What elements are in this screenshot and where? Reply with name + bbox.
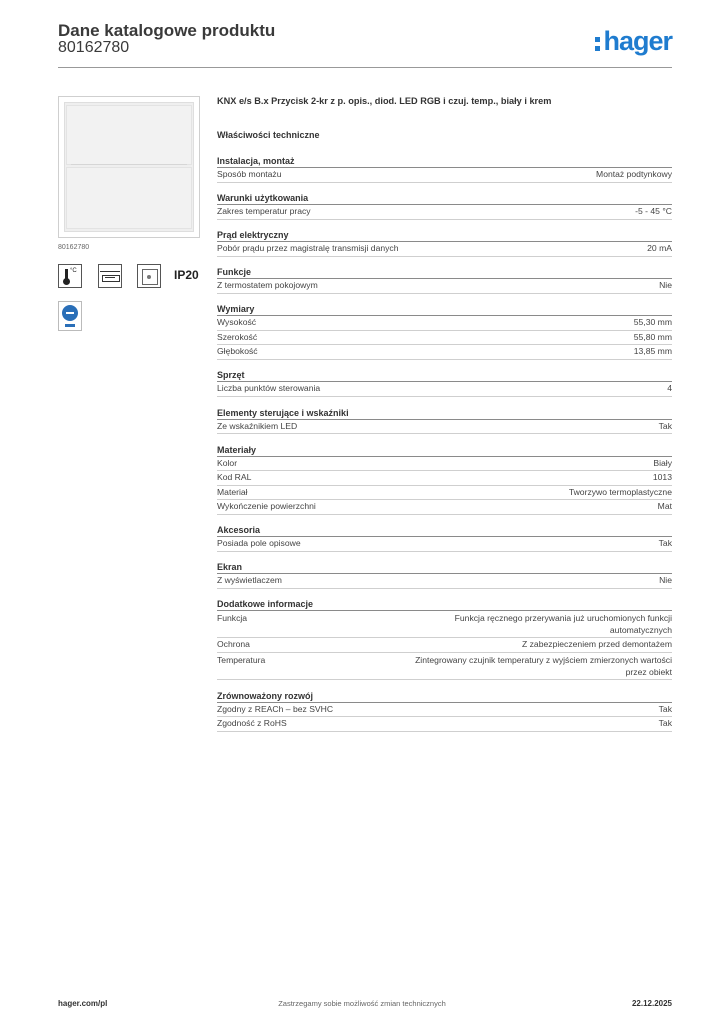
spec-row	[217, 242, 672, 257]
spec-value: Nie	[659, 575, 672, 586]
header-divider	[58, 67, 672, 68]
thermometer-celsius-icon: °C	[58, 264, 82, 288]
section-title: Dodatkowe informacje	[217, 598, 672, 611]
spec-section	[217, 303, 672, 360]
spec-value: -5 - 45 °C	[635, 206, 672, 217]
spec-value: 13,85 mm	[633, 346, 672, 357]
spec-row	[217, 611, 672, 638]
spec-value: Tworzywo termoplastyczne	[568, 486, 672, 497]
spec-value: 20 mA	[647, 243, 672, 254]
spec-section	[217, 192, 672, 220]
spec-row	[217, 703, 672, 718]
spec-label: Temperatura	[217, 654, 266, 665]
logo-text: hager	[603, 26, 672, 56]
image-caption: 80162780	[58, 244, 90, 251]
section-title: Elementy sterujące i wskaźniki	[217, 407, 672, 420]
sensor-icon	[137, 264, 161, 288]
spec-value: 1013	[652, 472, 672, 483]
section-title: Wymiary	[217, 303, 672, 316]
spec-label: Zakres temperatur pracy	[217, 206, 311, 217]
section-title: Funkcje	[217, 266, 672, 279]
spec-value: Biały	[653, 457, 672, 468]
spec-row	[217, 382, 672, 397]
spec-label: Zgodny z REACh – bez SVHC	[217, 703, 334, 714]
spec-section	[217, 266, 672, 294]
spec-section	[217, 524, 672, 552]
spec-value: Tak	[658, 538, 672, 549]
section-title: Materiały	[217, 444, 672, 457]
spec-value: Mat	[657, 501, 672, 512]
spec-value: Montaż podtynkowy	[596, 169, 672, 179]
spec-row	[217, 331, 672, 346]
spec-label: Materiał	[217, 486, 248, 497]
section-title: Ekran	[217, 561, 672, 574]
section-title: Prąd elektryczny	[217, 229, 672, 242]
spec-section	[217, 598, 672, 680]
spec-label: Ze wskaźnikiem LED	[217, 420, 298, 431]
spec-label: Funkcja	[217, 613, 248, 624]
spec-row	[217, 638, 672, 653]
spec-section	[217, 155, 672, 183]
spec-label: Z wyświetlaczem	[217, 575, 282, 586]
spec-section	[217, 229, 672, 257]
hager-logo	[595, 26, 672, 57]
spec-section	[217, 407, 672, 435]
spec-row	[217, 168, 672, 183]
spec-label: Wysokość	[217, 317, 257, 328]
spec-label: Szerokość	[217, 331, 258, 342]
spec-row	[217, 537, 672, 552]
spec-value: 4	[667, 383, 672, 394]
spec-row	[217, 205, 672, 220]
spec-row	[217, 574, 672, 589]
spec-row	[217, 279, 672, 294]
footer-date: 22.12.2025	[631, 999, 672, 1008]
spec-row	[217, 500, 672, 515]
product-image	[58, 96, 200, 238]
knx-icon	[58, 301, 82, 331]
footer-website[interactable]: hager.com/pl	[58, 999, 108, 1008]
logo-dots-icon	[595, 37, 600, 51]
spec-value: Tak	[658, 703, 672, 714]
section-title: Sprzęt	[217, 369, 672, 382]
product-code: 80162780	[58, 39, 130, 56]
section-title: Warunki użytkowania	[217, 192, 672, 205]
flush-mounting-icon	[98, 264, 122, 288]
spec-value: Z zabezpieczeniem przed demontażem	[522, 639, 672, 650]
spec-label: Kod RAL	[217, 472, 252, 483]
spec-label: Liczba punktów sterowania	[217, 383, 321, 394]
spec-section	[217, 561, 672, 589]
spec-row	[217, 316, 672, 331]
spec-section	[217, 690, 672, 732]
footer-notice: Zastrzegamy sobie możliwość zmian technicznych	[278, 999, 446, 1008]
section-title: Zrównoważony rozwój	[217, 690, 672, 703]
spec-value: Tak	[658, 420, 672, 431]
spec-row	[217, 420, 672, 435]
spec-label: Kolor	[217, 457, 238, 468]
spec-value: Nie	[659, 280, 672, 291]
spec-label: Sposób montażu	[217, 169, 282, 179]
spec-value: Tak	[658, 718, 672, 729]
spec-value: Funkcja ręcznego przerywania już uruchomionych funkcji automatycznych	[454, 613, 672, 636]
spec-value: Zintegrowany czujnik temperatury z wyjściem zmierzonych wartości przez obiekt	[415, 654, 672, 677]
spec-row	[217, 653, 672, 680]
spec-label: Z termostatem pokojowym	[217, 280, 318, 291]
spec-label: Ochrona	[217, 639, 250, 650]
spec-row	[217, 457, 672, 472]
section-title: Instalacja, montaż	[217, 155, 672, 168]
spec-value: 55,30 mm	[633, 317, 672, 328]
ip-rating-badge: IP20	[174, 268, 199, 282]
spec-label: Wykończenie powierzchni	[217, 501, 316, 512]
spec-label: Głębokość	[217, 346, 258, 357]
spec-label: Posiada pole opisowe	[217, 538, 301, 549]
spec-value: 55,80 mm	[633, 331, 672, 342]
spec-row	[217, 471, 672, 486]
spec-label: Zgodność z RoHS	[217, 718, 287, 729]
spec-section	[217, 369, 672, 397]
spec-row	[217, 345, 672, 360]
spec-row	[217, 717, 672, 732]
spec-section	[217, 444, 672, 515]
section-title: Akcesoria	[217, 524, 672, 537]
tech-properties-title: Właściwości techniczne	[217, 130, 320, 140]
page-title: Dane katalogowe produktu	[58, 21, 276, 40]
spec-row	[217, 486, 672, 501]
spec-label: Pobór prądu przez magistralę transmisji danych	[217, 243, 399, 254]
tech-properties-table	[217, 155, 672, 741]
product-name: KNX e/s B.x Przycisk 2-kr z p. opis., diod. LED RGB i czuj. temp., biały i krem	[217, 96, 552, 106]
